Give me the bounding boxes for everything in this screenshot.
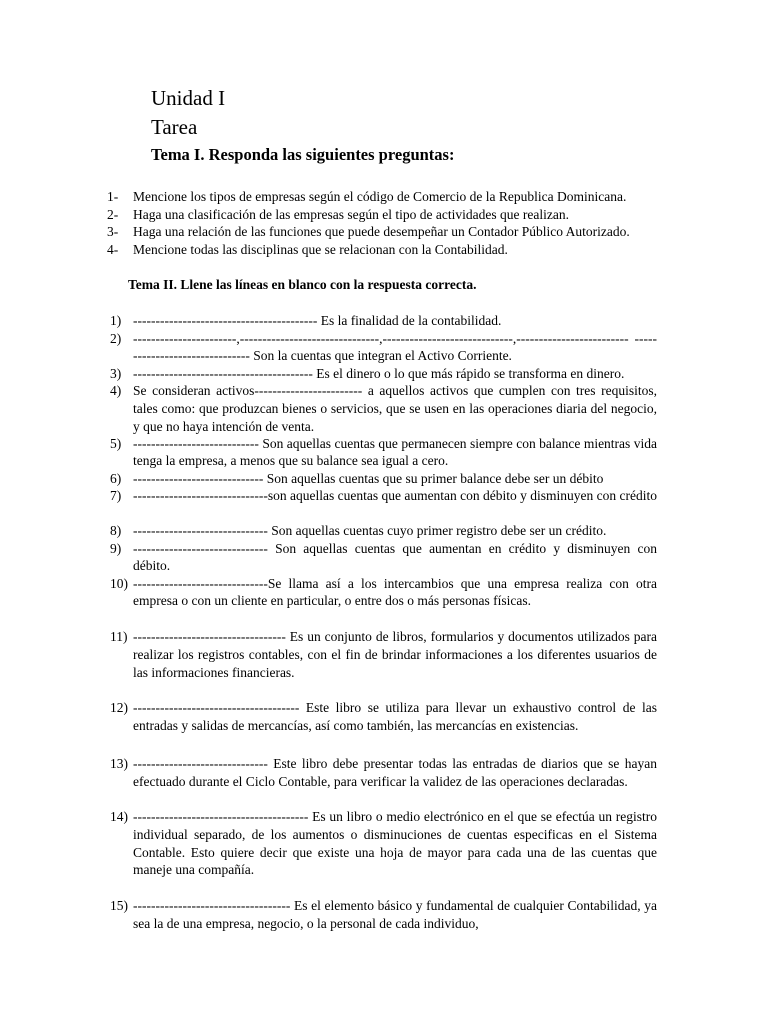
fill-text: ---------------------------------- Es un conjunto de libros, formularios y documentos utilizados para realizar los registros contables, con el fin de brindar informaciones a los diferentes usuarios de las informaciones financieras. [133,629,661,680]
fill-number: 10) [110,575,128,591]
fill-text: Se consideran activos------------------------ a aquellos activos que cumplen con tres requisitos, tales como: que produzcan bienes o servicios, que se usen en las operaciones diaria del negocio, y que no haya intención de venta. [133,383,661,434]
question-number: 3- [107,224,119,240]
fill-item [110,699,661,735]
fill-item [110,382,661,435]
fill-text: ----------------------------------------- Es la finalidad de la contabilidad. [133,313,502,328]
fill-number: 7) [110,488,122,503]
fill-text: ---------------------------- Son aquellas cuentas que permanecen siempre con balance mientras vida tenga la empresa, a menos que su balance sea igual a cero. [133,435,661,469]
fill-number: 11) [110,629,128,644]
fill-text: ------------------------------ Son aquellas cuentas que aumentan en crédito y disminuyen con débito. [133,540,661,574]
fill-item [110,365,657,383]
question-item [107,223,657,241]
fill-number: 4) [110,383,122,398]
question-item [107,206,657,224]
question-number: 4- [107,241,119,257]
question-number: 2- [107,206,119,222]
fill-text: ------------------------------son aquellas cuentas que aumentan con débito y disminuyen con crédito [133,488,658,503]
fill-number: 2) [110,330,122,346]
fill-text: ------------------------------Se llama así a los intercambios que una empresa realiza con otra empresa o con un cliente en particular, o entre dos o más personas físicas. [133,575,661,609]
fill-item [110,522,657,540]
fill-number: 8) [110,523,122,538]
fill-text: ----------------------------- Son aquellas cuentas que su primer balance debe ser un débito [133,470,604,486]
fill-item [110,487,657,505]
fill-item [110,808,661,879]
fill-number: 3) [110,365,122,381]
fill-number: 9) [110,540,122,556]
fill-item [110,470,657,488]
fill-item [110,575,661,611]
question-text: Mencione los tipos de empresas según el código de Comercio de la Republica Dominicana. [133,189,627,204]
tema1-question-list [107,188,657,258]
fill-item [110,435,661,471]
question-item [107,241,657,259]
fill-number: 6) [110,470,122,486]
fill-item [110,312,657,330]
fill-text: ------------------------------------- Este libro se utiliza para llevar un exhaustivo control de las entradas y salidas de mercancías, así como también, las mercancías en existencias. [133,700,661,733]
question-text: Mencione todas las disciplinas que se relacionan con la Contabilidad. [133,241,508,257]
fill-number: 1) [110,313,122,328]
fill-text: -----------------------,-------------------------------,-----------------------------,------------------------- ------------------------------- Son la cuentas que integran el Activo Corriente. [133,330,657,364]
fill-number: 15) [110,898,128,913]
fill-number: 13) [110,756,128,771]
fill-text: ------------------------------ Son aquellas cuentas cuyo primer registro debe ser un crédito. [133,523,607,538]
fill-number: 12) [110,700,128,715]
fill-number: 14) [110,809,128,824]
fill-item [110,540,661,576]
fill-item [110,755,661,791]
fill-number: 5) [110,435,122,451]
fill-text: --------------------------------------- Es un libro o medio electrónico en el que se efectúa un registro individual separado, de los aumentos o disminuciones de cuentas especificas en el Sistema Contable. Esto quiere decir que existe una hoja de mayor para cada una de las cuentas que maneje una compañía. [133,809,661,878]
fill-item [110,330,657,366]
tema1-title: Tema I. Responda las siguientes preguntas: [151,145,455,164]
fill-item [110,897,661,933]
fill-text: ----------------------------------- Es el elemento básico y fundamental de cualquier Contabilidad, ya sea la de una empresa, negocio, o la personal de cada individuo, [133,898,661,931]
question-text: Haga una clasificación de las empresas según el tipo de actividades que realizan. [133,206,569,222]
fill-text: ---------------------------------------- Es el dinero o lo que más rápido se transforma en dinero. [133,365,625,381]
unit-heading: Unidad I [151,86,226,110]
fill-text: ------------------------------ Este libro debe presentar todas las entradas de diarios que se hayan efectuado durante el Ciclo Contable, para verificar la validez de las operaciones declaradas. [133,756,661,789]
question-item [107,188,657,206]
question-number: 1- [107,189,119,204]
question-text: Haga una relación de las funciones que puede desempeñar un Contador Público Autorizado. [133,224,630,240]
assignment-heading: Tarea [151,115,198,139]
fill-item [110,628,661,681]
tema2-title: Tema II. Llene las líneas en blanco con la respuesta correcta. [128,277,477,292]
